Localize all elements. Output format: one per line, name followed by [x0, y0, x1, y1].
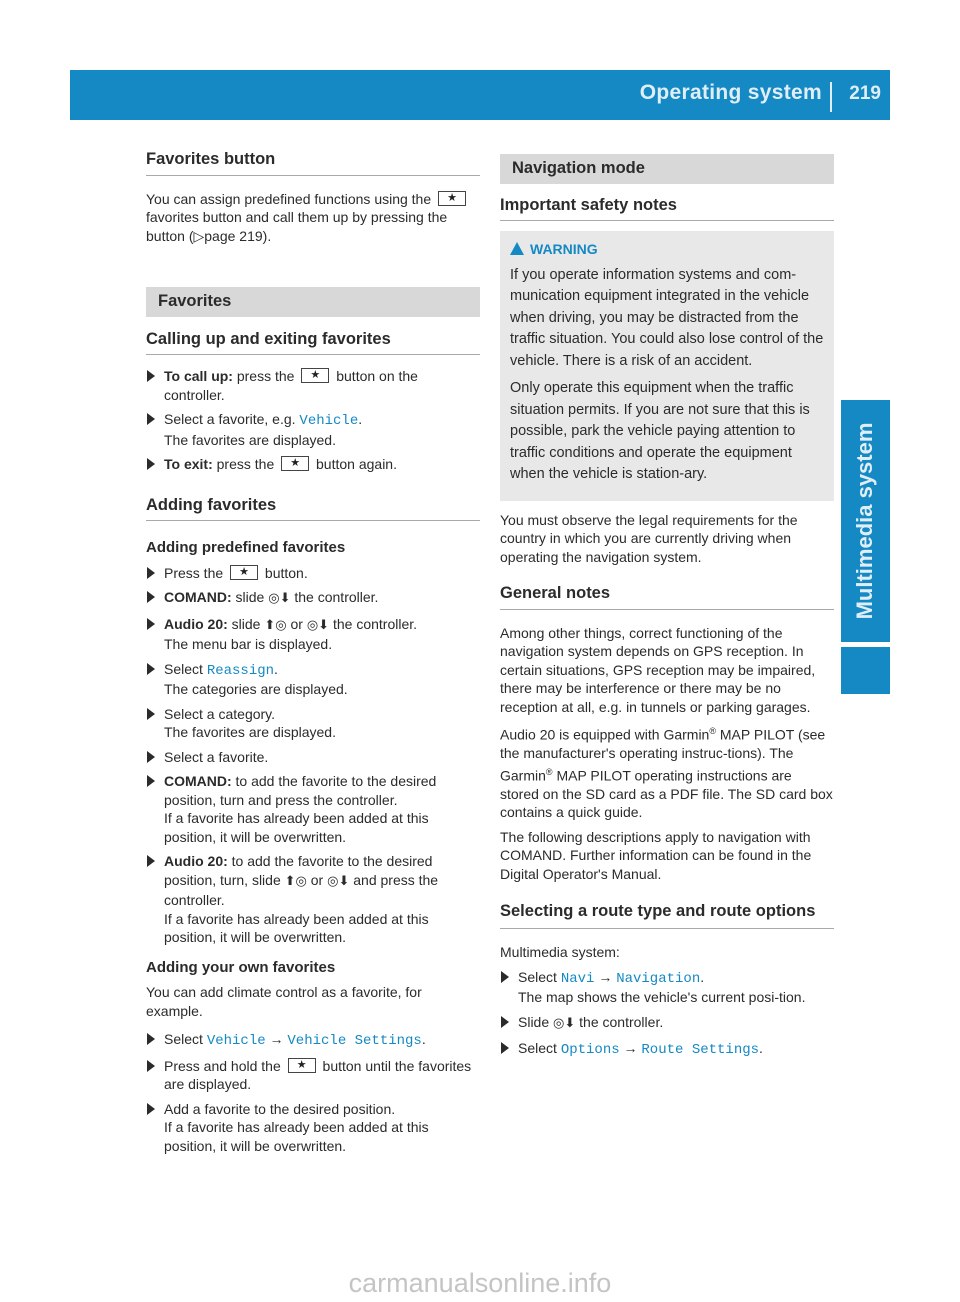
- left-column: [146, 150, 480, 1161]
- step-press-button: [146, 564, 480, 583]
- header-divider: [830, 82, 832, 112]
- warning-paragraph-2: Only operate this equipment when the traffic situation permits. If you are not sure that this is possible, park the vehicle paying attention to traffic conditions and operate the equipment when the vehicle is station-ary.: [510, 380, 810, 482]
- controller-slide-down-icon: ◎⬇: [553, 1015, 576, 1031]
- step-slide: [500, 1013, 834, 1034]
- step-select-options: [500, 1039, 834, 1060]
- own-favorites-text: You can add climate control as a favorite, for example.: [146, 984, 422, 1019]
- step-label: Audio 20:: [164, 615, 228, 632]
- legal-requirements-text: You must observe the legal requirements for the country in which you are currently driving when operating the navigation system.: [500, 511, 798, 565]
- step-select-navi: [500, 968, 834, 1007]
- step-arrow-icon: [147, 1060, 155, 1072]
- step-call-up: [146, 367, 480, 404]
- heading-route-options: Selecting a route type and route options: [500, 901, 834, 929]
- menu-arrow-icon: →: [623, 1040, 638, 1057]
- menu-arrow-icon: →: [269, 1031, 284, 1047]
- step-result: The categories are displayed.: [164, 681, 348, 697]
- step-text: and press the controller.: [164, 871, 439, 908]
- controller-slide-down-icon: ◎⬇: [306, 617, 330, 633]
- header-title: Operating system: [639, 81, 822, 104]
- step-arrow-icon: [147, 1103, 155, 1115]
- favorites-key-icon: [281, 456, 309, 471]
- favorites-key-icon: [230, 565, 258, 580]
- watermark: carmanualsonline.info: [348, 1268, 612, 1298]
- step-text: or: [310, 871, 324, 888]
- warning-label: WARNING: [530, 241, 598, 257]
- paragraph-text: MAP PILOT operating instructions are stored on the SD card as a PDF file. The SD card box contains a quick guide.: [500, 767, 833, 821]
- step-arrow-icon: [147, 708, 155, 720]
- step-text: .: [358, 411, 363, 427]
- page-number: 219: [849, 83, 881, 104]
- step-text: Select a favorite, e.g.: [164, 411, 296, 427]
- step-result: If a favorite has already been added at this position, it will be overwritten.: [164, 810, 429, 845]
- menu-item-navi[interactable]: Navi: [560, 970, 595, 987]
- heading-favorites-button: Favorites button: [146, 150, 480, 176]
- page-header: [70, 70, 890, 120]
- step-result: The favorites are displayed.: [164, 724, 336, 740]
- step-text: to add the favorite to the desired position, turn and press the controller.: [164, 773, 437, 808]
- right-column: [500, 150, 834, 1066]
- menu-item-vehicle-settings[interactable]: Vehicle Settings: [287, 1033, 422, 1049]
- favorites-key-icon: [301, 368, 329, 383]
- step-text: Select: [164, 1031, 203, 1047]
- step-arrow-icon: [501, 1016, 509, 1028]
- warning-triangle-icon: [510, 242, 524, 255]
- step-arrow-icon: [147, 751, 155, 763]
- step-select-vehicle-settings: [146, 1030, 480, 1051]
- section-navigation-mode: Navigation mode: [500, 154, 834, 184]
- step-label: COMAND:: [164, 589, 232, 605]
- heading-predefined: Adding predefined favorites: [146, 539, 346, 556]
- section-tab-label: Multimedia system: [852, 422, 877, 620]
- menu-item-reassign[interactable]: Reassign: [206, 662, 275, 679]
- step-audio-add: [146, 852, 480, 947]
- step-label: Audio 20:: [164, 853, 228, 869]
- step-text: Slide: [518, 1013, 550, 1030]
- page-ref-icon: ▷: [193, 227, 205, 244]
- heading-general-notes: General notes: [500, 584, 834, 610]
- page-reference-link[interactable]: page 219: [204, 227, 263, 244]
- step-audio-slide: [146, 615, 480, 654]
- intro-text-1: You can assign predefined functions using the: [146, 190, 432, 207]
- registered-mark: ®: [709, 726, 716, 736]
- intro-text-3: ).: [262, 227, 272, 244]
- step-text: Press the: [164, 564, 224, 581]
- step-label: To exit:: [164, 456, 213, 472]
- step-result: The map shows the vehicle's current posi-tion.: [518, 989, 806, 1006]
- step-text: .: [700, 968, 705, 985]
- step-text: Select a category.: [164, 705, 276, 722]
- warning-paragraph-1: If you operate information systems and com-munication equipment integrated in the vehicle when driving, you may be distracted from the traffic situation. You could also lose control of the vehicle. There is a risk of an accident.: [510, 266, 824, 369]
- step-select-a-favorite: [146, 748, 480, 767]
- step-arrow-icon: [147, 663, 155, 675]
- paragraph-text: Audio 20 is equipped with Garmin: [500, 726, 710, 743]
- step-arrow-icon: [147, 413, 155, 425]
- step-arrow-icon: [147, 618, 155, 630]
- step-text: Add a favorite to the desired position.: [164, 1100, 396, 1117]
- step-arrow-icon: [147, 855, 155, 867]
- heading-calling-up: Calling up and exiting favorites: [146, 330, 480, 356]
- step-comand-slide: [146, 588, 480, 609]
- step-add-position: [146, 1100, 480, 1156]
- menu-item-vehicle[interactable]: Vehicle: [206, 1033, 266, 1049]
- menu-item-options[interactable]: Options: [560, 1042, 620, 1059]
- controller-slide-up-icon: ⬆◎: [284, 873, 307, 889]
- general-notes-paragraph-2: [500, 722, 834, 822]
- menu-item-vehicle[interactable]: Vehicle: [299, 413, 359, 429]
- warning-box: [500, 231, 834, 501]
- step-text: press the: [236, 368, 295, 384]
- general-notes-paragraph-3: The following descriptions apply to navigation with COMAND. Further information can be found in the Digital Operator's Manual.: [500, 828, 812, 882]
- step-result: If a favorite has already been added at this position, it will be overwritten.: [164, 910, 429, 945]
- menu-arrow-icon: →: [598, 968, 613, 985]
- heading-own-favorites: Adding your own favorites: [146, 958, 336, 976]
- step-text: button again.: [316, 456, 397, 472]
- section-favorites: Favorites: [146, 287, 480, 317]
- step-arrow-icon: [147, 370, 155, 382]
- step-arrow-icon: [147, 567, 155, 579]
- controller-slide-down-icon: ◎⬇: [268, 591, 291, 606]
- step-text: slide: [231, 615, 261, 632]
- menu-item-navigation[interactable]: Navigation: [616, 970, 701, 987]
- heading-safety-notes: Important safety notes: [500, 196, 834, 222]
- step-text: button until the favorites are displayed.: [164, 1057, 472, 1092]
- step-text: slide: [235, 589, 265, 605]
- section-tab: [841, 400, 890, 642]
- controller-slide-down-icon: ◎⬇: [327, 873, 350, 889]
- step-arrow-icon: [147, 775, 155, 787]
- step-text: .: [274, 660, 278, 677]
- step-select-category: [146, 705, 480, 742]
- favorites-key-icon: [288, 1058, 316, 1073]
- menu-item-route-settings[interactable]: Route Settings: [641, 1042, 760, 1059]
- step-text: Select: [518, 1040, 557, 1057]
- step-select-reassign: [146, 660, 480, 699]
- step-result: The favorites are displayed.: [164, 431, 336, 448]
- step-text: to add the favorite to the desired position, turn, slide: [164, 853, 433, 888]
- warning-title: [510, 239, 824, 261]
- step-press-hold: [146, 1057, 480, 1094]
- step-text: the controller.: [579, 1013, 664, 1030]
- step-label: COMAND:: [164, 773, 232, 789]
- step-text: the controller.: [294, 589, 379, 605]
- step-comand-add: [146, 772, 480, 846]
- step-text: Select a favorite.: [164, 748, 269, 765]
- step-text: button on the controller.: [164, 368, 418, 403]
- step-text: Select: [164, 660, 203, 677]
- step-exit: [146, 455, 480, 474]
- step-arrow-icon: [147, 591, 155, 603]
- step-text: or: [290, 615, 303, 632]
- controller-slide-up-icon: ⬆◎: [264, 617, 287, 633]
- step-result: The menu bar is displayed.: [164, 636, 333, 652]
- step-arrow-icon: [501, 1042, 509, 1054]
- step-result: If a favorite has already been added at this position, it will be overwritten.: [164, 1119, 429, 1154]
- step-text: .: [421, 1031, 426, 1047]
- step-text: button.: [264, 564, 308, 581]
- step-text: Select: [518, 968, 557, 985]
- step-text: press the: [216, 456, 275, 472]
- favorites-key-icon: [438, 191, 466, 206]
- step-text: the controller.: [332, 615, 418, 632]
- section-marker: [841, 647, 890, 694]
- intro-text-2: favorites button and call them up by pressing the button (: [146, 209, 448, 244]
- multimedia-system-label: Multimedia system:: [500, 944, 620, 961]
- step-arrow-icon: [501, 971, 509, 983]
- step-text: .: [759, 1040, 763, 1057]
- step-arrow-icon: [147, 458, 155, 470]
- step-text: Press and hold the: [164, 1057, 281, 1074]
- step-select-favorite: [146, 410, 480, 449]
- heading-adding-favorites: Adding favorites: [146, 496, 480, 522]
- registered-mark: ®: [545, 766, 553, 777]
- paragraph-text: MAP PILOT (see the manufacturer's operating instruc-tions). The Garmin: [500, 726, 826, 784]
- favorites-button-intro: [146, 190, 480, 246]
- step-arrow-icon: [147, 1033, 155, 1045]
- step-label: To call up:: [164, 368, 233, 384]
- general-notes-paragraph-1: Among other things, correct functioning of the navigation system depends on GPS reception. In certain situations, GPS reception may be impaired, there may be interference or there may be no reception at all, e.g. in tunnels or parking garages.: [500, 624, 816, 715]
